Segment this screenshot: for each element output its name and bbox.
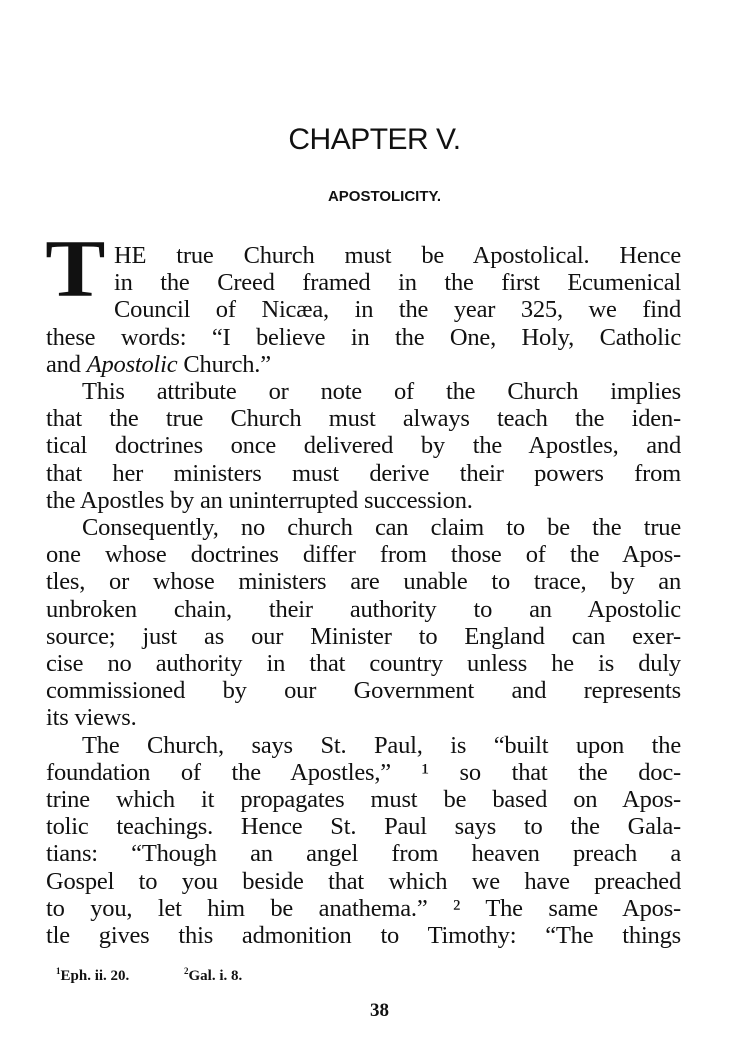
footnote-2 bbox=[184, 966, 242, 985]
section-title: APOSTOLICITY. bbox=[327, 188, 442, 205]
text-line: The Church, says St. Paul, is “built upon the bbox=[82, 731, 681, 759]
text-line: in the Creed framed in the first Ecumenical bbox=[114, 269, 681, 297]
text-line: tians: “Though an angel from heaven preach a bbox=[46, 840, 681, 868]
text-line: source; just as our Minister to England can exer- bbox=[46, 622, 681, 650]
text-line bbox=[46, 351, 681, 379]
footnote-mark: 1 bbox=[56, 966, 61, 976]
text-line: trine which it propagates must be based on Apos- bbox=[46, 786, 681, 813]
text-line: Consequently, no church can claim to be the true bbox=[82, 514, 681, 541]
text-line: Council of Nicæa, in the year 325, we find bbox=[114, 296, 681, 324]
footnote-text: Gal. i. 8. bbox=[188, 968, 243, 984]
text-line: to you, let him be anathema.” ² The same Apos- bbox=[46, 894, 681, 922]
text-line: that the true Church must always teach the iden- bbox=[46, 405, 681, 433]
italic-text: Apostolic bbox=[86, 350, 178, 378]
text-line: foundation of the Apostles,” ¹ so that the doc- bbox=[46, 758, 681, 786]
text-line: tical doctrines once delivered by the Apostles, and bbox=[46, 432, 681, 460]
text-line: tles, or whose ministers are unable to trace, by an bbox=[46, 568, 681, 596]
text-line: the Apostles by an uninterrupted succession. bbox=[46, 486, 473, 514]
text-line: This attribute or note of the Church implies bbox=[82, 378, 681, 405]
text-line: HE true Church must be Apostolical. Hence bbox=[114, 242, 681, 269]
text-line: unbroken chain, their authority to an Apostolic bbox=[46, 595, 681, 623]
drop-cap: T bbox=[45, 223, 106, 314]
text-span: Church.” bbox=[177, 350, 271, 378]
text-line: tle gives this admonition to Timothy: “The things bbox=[46, 922, 681, 949]
footnote-1 bbox=[56, 966, 129, 985]
text-line: its views. bbox=[46, 704, 137, 732]
footnote-mark: 2 bbox=[184, 966, 189, 976]
text-line: tolic teachings. Hence St. Paul says to the Gala- bbox=[46, 813, 681, 841]
text-line: commissioned by our Government and represents bbox=[46, 677, 681, 705]
text-line: one whose doctrines differ from those of the Apos- bbox=[46, 541, 681, 569]
chapter-title: CHAPTER V. bbox=[288, 123, 461, 156]
text-line: Gospel to you beside that which we have preached bbox=[46, 867, 681, 895]
text-line: cise no authority in that country unless he is duly bbox=[46, 650, 681, 677]
text-line: these words: “I believe in the One, Holy, Catholic bbox=[46, 323, 681, 351]
text-span: and bbox=[46, 350, 87, 378]
page-number: 38 bbox=[370, 1000, 389, 1021]
text-line: that her ministers must derive their powers from bbox=[46, 459, 681, 487]
footnote-text: Eph. ii. 20. bbox=[60, 968, 130, 984]
